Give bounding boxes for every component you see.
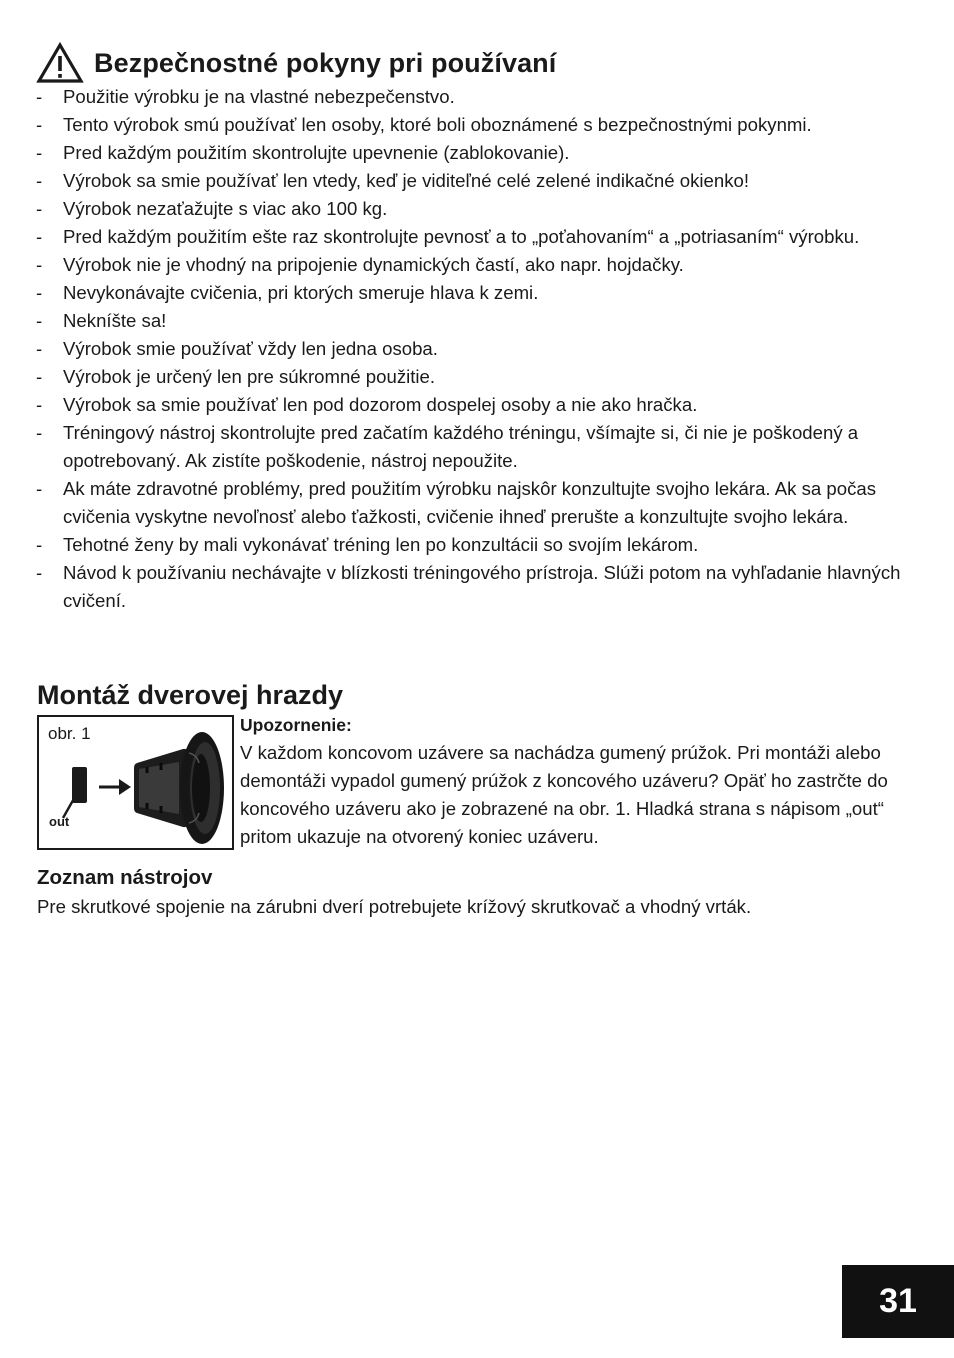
safety-list-item <box>36 475 916 531</box>
safety-heading <box>36 42 556 84</box>
bullet-dash: - <box>36 114 43 135</box>
safety-list-item <box>36 167 916 195</box>
end-cap-shape <box>134 732 224 844</box>
safety-list-item <box>36 363 916 391</box>
page-number: 31 <box>842 1265 954 1338</box>
safety-list-item <box>36 195 916 223</box>
assembly-title: Montáž dverovej hrazdy <box>37 680 344 710</box>
bullet-dash: - <box>36 142 43 163</box>
bullet-dash: - <box>36 478 43 499</box>
safety-list-item <box>36 83 916 111</box>
tools-title: Zoznam nástrojov <box>37 866 213 889</box>
arrow-head-icon <box>119 779 131 795</box>
tools-text: Pre skrutkové spojenie na zárubni dverí potrebujete krížový skrutkovač a vhodný vrták. <box>37 896 752 917</box>
safety-list-item-text: Pred každým použitím skontrolujte upevnenie (zablokovanie). <box>63 142 570 163</box>
safety-list-item-text: Návod k používaniu nechávajte v blízkosti tréningového prístroja. Slúži potom na vyhľadanie hlavných cvičení. <box>63 562 901 611</box>
figure-out-label: out <box>49 814 70 829</box>
safety-list-item-text: Tento výrobok smú používať len osoby, ktoré boli oboznámené s bezpečnostnými pokynmi. <box>63 114 812 135</box>
figure-label: obr. 1 <box>48 724 91 743</box>
bullet-dash: - <box>36 226 43 247</box>
bullet-dash: - <box>36 170 43 191</box>
safety-list-item-text: Tehotné ženy by mali vykonávať tréning len po konzultácii so svojím lekárom. <box>63 534 699 555</box>
bullet-dash: - <box>36 86 43 107</box>
safety-list-item-text: Nevykonávajte cvičenia, pri ktorých smeruje hlava k zemi. <box>63 282 539 303</box>
safety-list-item-text: Tréningový nástroj skontrolujte pred začatím každého tréningu, všímajte si, či nie je poškodený a opotrebovaný. Ak zistíte poškodenie, nástroj nepoužite. <box>63 422 859 471</box>
assembly-note <box>240 711 920 851</box>
note-heading: Upozornenie: <box>240 715 352 735</box>
safety-list-item-text: Pred každým použitím ešte raz skontrolujte pevnosť a to „poťahovaním“ a „potriasaním“ výrobku. <box>63 226 860 247</box>
bullet-dash: - <box>36 366 43 387</box>
safety-list-item-text: Výrobok nie je vhodný na pripojenie dynamických častí, ako napr. hojdačky. <box>63 254 684 275</box>
bullet-dash: - <box>36 534 43 555</box>
warning-triangle-icon <box>36 42 84 84</box>
safety-list-item-text: Výrobok sa smie používať len vtedy, keď je viditeľné celé zelené indikačné okienko! <box>63 170 749 191</box>
safety-list-item <box>36 223 916 251</box>
note-text: V každom koncovom uzávere sa nachádza gumený prúžok. Pri montáži alebo demontáži vypadol gumený prúžok z koncového uzáveru? Opäť ho zastrčte do koncového uzáveru ako je zobrazené na obr. 1. Hladká strana s nápisom „out“ pritom ukazuje na otvorený koniec uzáveru. <box>240 742 888 847</box>
safety-list-item-text: Ak máte zdravotné problémy, pred použitím výrobku najskôr konzultujte svojho lekára. Ak sa počas cvičenia vyskytne nevoľnosť alebo ťažkosti, cvičenie ihneď prerušte a konzultujte svojho lekára. <box>63 478 877 527</box>
bullet-dash: - <box>36 198 43 219</box>
safety-list-item <box>36 335 916 363</box>
safety-list-item <box>36 251 916 279</box>
safety-list-item-text: Výrobok sa smie používať len pod dozorom dospelej osoby a nie ako hračka. <box>63 394 698 415</box>
bullet-dash: - <box>36 254 43 275</box>
safety-list-item-text: Výrobok nezaťažujte s viac ako 100 kg. <box>63 198 388 219</box>
safety-list-item-text: Výrobok je určený len pre súkromné použitie. <box>63 366 436 387</box>
safety-list-item <box>36 559 916 615</box>
safety-list-item <box>36 139 916 167</box>
safety-list-item <box>36 307 916 335</box>
bullet-dash: - <box>36 562 43 583</box>
figure-end-cap <box>37 715 234 850</box>
safety-title: Bezpečnostné pokyny pri používaní <box>94 47 557 78</box>
bullet-dash: - <box>36 394 43 415</box>
safety-list-item <box>36 391 916 419</box>
safety-list-item <box>36 531 916 559</box>
safety-list-item-text: Výrobok smie používať vždy len jedna osoba. <box>63 338 438 359</box>
bullet-dash: - <box>36 422 43 443</box>
bullet-dash: - <box>36 282 43 303</box>
safety-list-item <box>36 111 916 139</box>
bullet-dash: - <box>36 338 43 359</box>
safety-list-item <box>36 279 916 307</box>
safety-list-item-text: Použitie výrobku je na vlastné nebezpečenstvo. <box>63 86 455 107</box>
safety-list-item <box>36 419 916 475</box>
safety-list <box>36 83 916 615</box>
safety-list-item-text: Nekníšte sa! <box>63 310 167 331</box>
bullet-dash: - <box>36 310 43 331</box>
